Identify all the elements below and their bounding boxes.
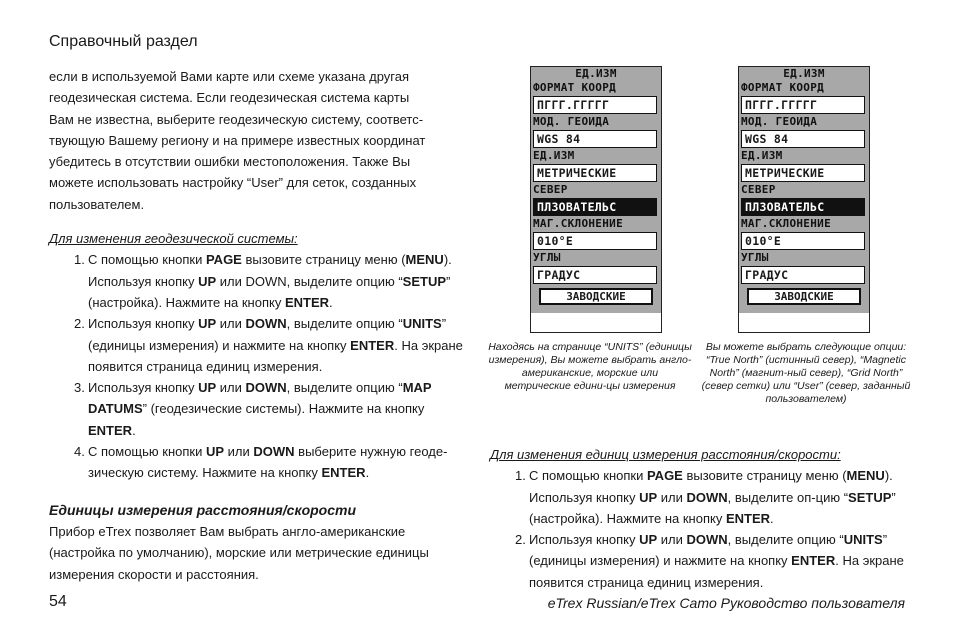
screen-title: ЕД.ИЗМ	[531, 67, 661, 81]
datum-label: МОД. ГЕОИДА	[739, 115, 869, 129]
gps-units-screen-1	[530, 66, 662, 333]
angles-field: ГРАДУС	[533, 266, 657, 284]
gps-units-screen-2	[738, 66, 870, 333]
screen-title: ЕД.ИЗМ	[739, 67, 869, 81]
north-label: СЕВЕР	[739, 183, 869, 197]
screen-2-caption: Вы можете выбрать следующие опции: “True North” (истинный север), “Magnetic North” (магнит-ный север), “Grid North” (север сетки) или “User” (север, заданный пользователем)	[701, 341, 911, 405]
defaults-button: ЗАВОДСКИЕ	[747, 288, 861, 305]
north-field: ПЛЗОВАТЕЛЬС	[533, 198, 657, 216]
units-label: ЕД.ИЗМ	[739, 149, 869, 163]
section-title: Справочный раздел	[49, 33, 198, 50]
right-column	[490, 440, 910, 593]
list-item: 3. Используя кнопку UP или DOWN, выделите опцию “MAP DATUMS” (геодезические системы). Нажмите на кнопку ENTER.	[74, 380, 432, 438]
coord-format-field: ПГГГ.ГГГГГ	[741, 96, 865, 114]
defaults-button: ЗАВОДСКИЕ	[539, 288, 653, 305]
list-item: 4. С помощью кнопки UP или DOWN выберите нужную геоде-зическую систему. Нажмите на кнопку ENTER.	[74, 444, 448, 481]
datum-label: МОД. ГЕОИДА	[531, 115, 661, 129]
units-steps	[490, 465, 910, 593]
angles-label: УГЛЫ	[739, 251, 869, 265]
angles-label: УГЛЫ	[531, 251, 661, 265]
datum-field: WGS 84	[533, 130, 657, 148]
screen-1-caption: Находясь на странице “UNITS” (единицы измерения), Вы можете выбрать англо-американские, морские или метрические едини-цы измерения	[488, 341, 692, 392]
units-subheading: Для изменения единиц измерения расстояния/скорости:	[490, 447, 841, 462]
list-item: 1. С помощью кнопки PAGE вызовите страницу меню (MENU). Используя кнопку UP или DOWN, выделите оп-цию “SETUP” (настройка). Нажмите на кнопку ENTER.	[515, 468, 896, 526]
coord-format-label: ФОРМАТ КООРД	[531, 81, 661, 95]
magvar-field: 010°E	[741, 232, 865, 250]
left-column	[49, 66, 469, 585]
units-paragraph: Прибор eTrex позволяет Вам выбрать англо-американские (настройка по умолчанию), морские или метрические единицы измерения скорости и расстояния.	[49, 523, 429, 582]
units-heading: Единицы измерения расстояния/скорости	[49, 501, 357, 518]
magvar-field: 010°E	[533, 232, 657, 250]
datum-subheading: Для изменения геодезической системы:	[49, 231, 298, 247]
coord-format-label: ФОРМАТ КООРД	[739, 81, 869, 95]
coord-format-field: ПГГГ.ГГГГГ	[533, 96, 657, 114]
north-label: СЕВЕР	[531, 183, 661, 197]
north-field: ПЛЗОВАТЕЛЬС	[741, 198, 865, 216]
units-field: МЕТРИЧЕСКИЕ	[533, 164, 657, 182]
page-number: 54	[49, 593, 67, 610]
list-item: 1. С помощью кнопки PAGE вызовите страницу меню (MENU). Используя кнопку UP или DOWN, выделите опцию “SETUP” (настройка). Нажмите на кнопку ENTER.	[74, 252, 452, 310]
datum-field: WGS 84	[741, 130, 865, 148]
units-field: МЕТРИЧЕСКИЕ	[741, 164, 865, 182]
list-item: 2. Используя кнопку UP или DOWN, выделите опцию “UNITS” (единицы измерения) и нажмите на кнопку ENTER. На экране появится страница единиц измерения.	[74, 316, 463, 374]
datum-steps	[49, 249, 469, 483]
intro-paragraph: если в используемой Вами карте или схеме указана другая геодезическая система. Если геодезическая система карты Вам не известна, выберите геодезическую систему, соответс- твующую Вашему региону и на примере известных координат убедитесь в отсутствии ошибки местоположения. Также Вы можете использовать настройку “User” для сеток, созданных пользователем.	[49, 69, 426, 212]
magvar-label: МАГ.СКЛОНЕНИЕ	[739, 217, 869, 231]
footer-title: eTrex Russian/eTrex Camo Руководство пользователя	[547, 595, 905, 611]
list-item: 2. Используя кнопку UP или DOWN, выделите опцию “UNITS” (единицы измерения) и нажмите на кнопку ENTER. На экране появится страница единиц измерения.	[515, 532, 904, 590]
units-label: ЕД.ИЗМ	[531, 149, 661, 163]
magvar-label: МАГ.СКЛОНЕНИЕ	[531, 217, 661, 231]
angles-field: ГРАДУС	[741, 266, 865, 284]
